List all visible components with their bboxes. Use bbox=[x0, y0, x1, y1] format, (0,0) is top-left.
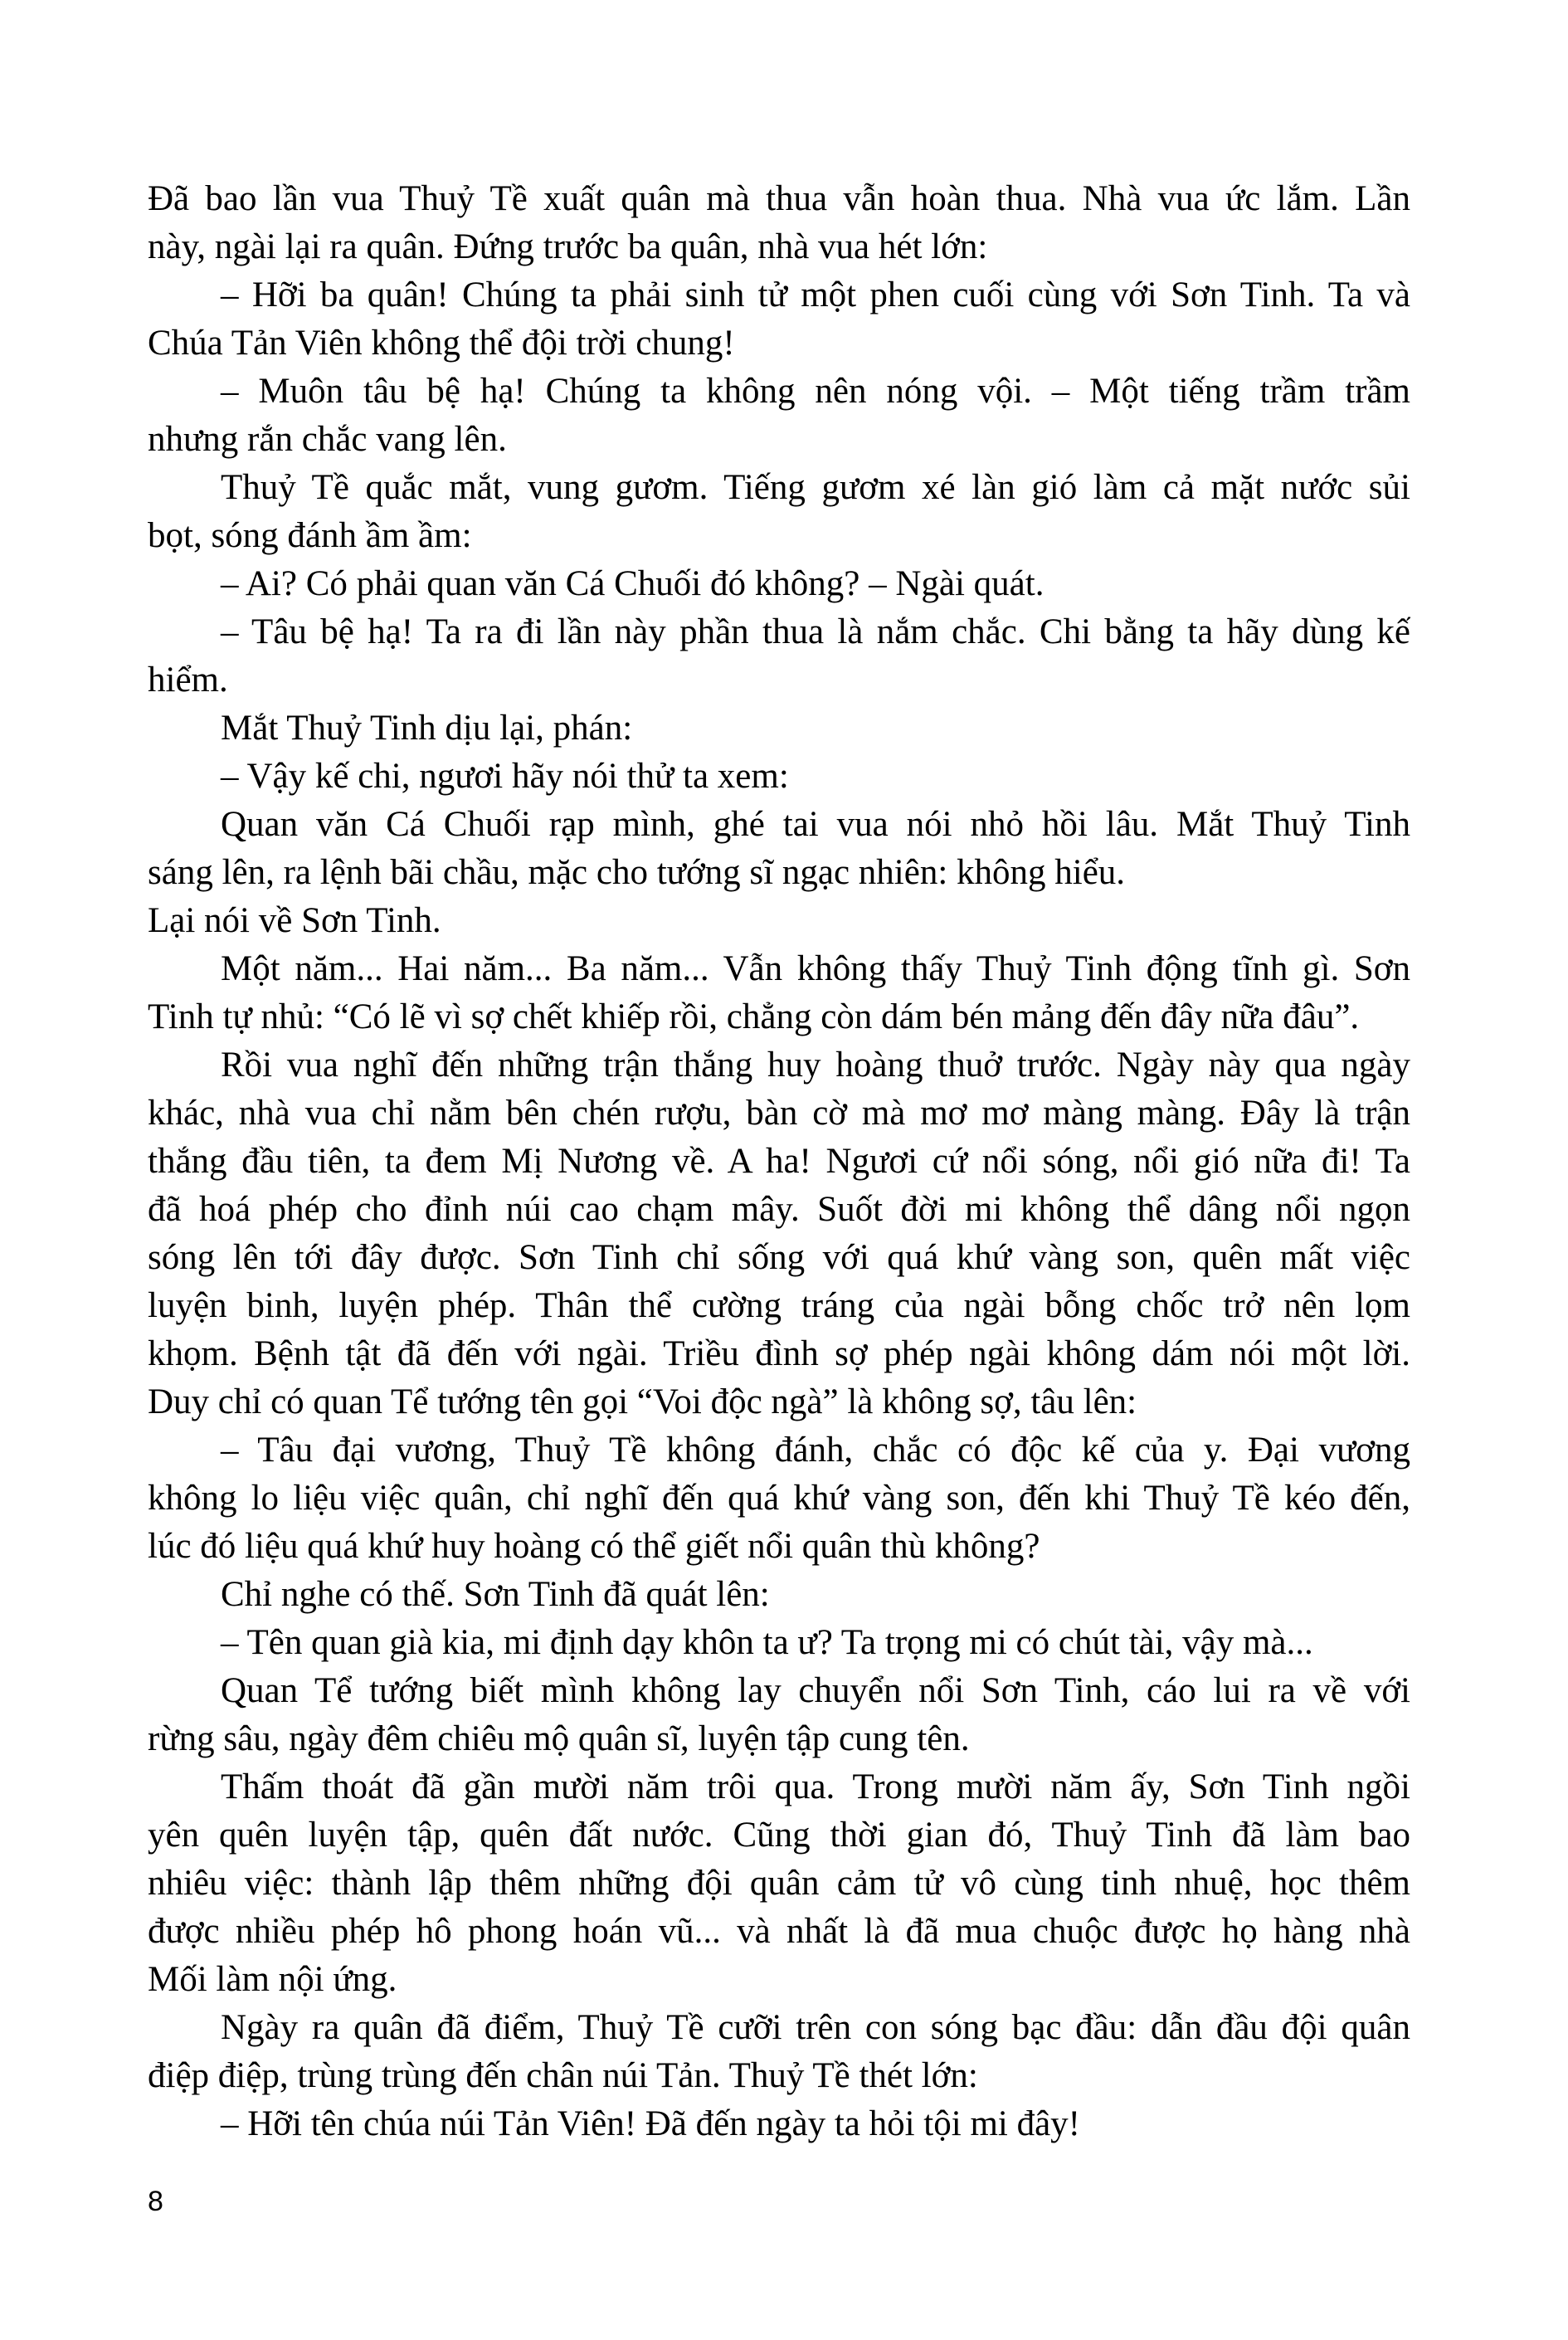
text-line: không lo liệu việc quân, chỉ nghĩ đến quá khứ vàng son, đến khi Thuỷ Tề kéo đến, bbox=[148, 1479, 1410, 1518]
text-line: khọm. Bệnh tật đã đến với ngài. Triều đình sợ phép ngài không dám nói một lời. bbox=[148, 1334, 1410, 1373]
text-line: – Tên quan già kia, mi định dạy khôn ta ư? Ta trọng mi có chút tài, vậy mà... bbox=[221, 1623, 1313, 1662]
text-line: luyện binh, luyện phép. Thân thể cường tráng của ngài bỗng chốc trở nên lọm bbox=[148, 1286, 1410, 1325]
text-line: Duy chỉ có quan Tể tướng tên gọi “Voi độc ngà” là không sợ, tâu lên: bbox=[148, 1382, 1137, 1421]
text-line: Mắt Thuỷ Tinh dịu lại, phán: bbox=[221, 709, 633, 748]
text-line: Chúa Tản Viên không thể đội trời chung! bbox=[148, 324, 735, 363]
text-line: Đã bao lần vua Thuỷ Tề xuất quân mà thua vẫn hoàn thua. Nhà vua ức lắm. Lần bbox=[148, 179, 1410, 218]
text-line: sáng lên, ra lệnh bãi chầu, mặc cho tướng sĩ ngạc nhiên: không hiểu. bbox=[148, 853, 1126, 892]
text-line: nhưng rắn chắc vang lên. bbox=[148, 420, 507, 459]
text-line: Quan Tể tướng biết mình không lay chuyển nổi Sơn Tinh, cáo lui ra về với bbox=[221, 1671, 1410, 1710]
text-line: Rồi vua nghĩ đến những trận thắng huy hoàng thuở trước. Ngày này qua ngày bbox=[221, 1046, 1410, 1085]
text-line: được nhiều phép hô phong hoán vũ... và nhất là đã mua chuộc được họ hàng nhà bbox=[148, 1912, 1410, 1951]
text-line: Tinh tự nhủ: “Có lẽ vì sợ chết khiếp rồi, chẳng còn dám bén mảng đến đây nữa đâu”. bbox=[148, 997, 1360, 1036]
text-line: – Tâu đại vương, Thuỷ Tề không đánh, chắc có độc kế của y. Đại vương bbox=[221, 1431, 1410, 1470]
text-line: điệp điệp, trùng trùng đến chân núi Tản. Thuỷ Tề thét lớn: bbox=[148, 2056, 978, 2095]
text-line: Thuỷ Tề quắc mắt, vung gươm. Tiếng gươm xé làn gió làm cả mặt nước sủi bbox=[221, 468, 1410, 507]
text-line: Ngày ra quân đã điểm, Thuỷ Tề cưỡi trên con sóng bạc đầu: dẫn đầu đội quân bbox=[221, 2008, 1410, 2047]
text-line: này, ngài lại ra quân. Đứng trước ba quân, nhà vua hét lớn: bbox=[148, 227, 988, 266]
text-line: bọt, sóng đánh ầm ầm: bbox=[148, 516, 472, 555]
text-line: nhiêu việc: thành lập thêm những đội quân cảm tử vô cùng tinh nhuệ, học thêm bbox=[148, 1864, 1410, 1903]
text-line: rừng sâu, ngày đêm chiêu mộ quân sĩ, luyện tập cung tên. bbox=[148, 1719, 970, 1758]
text-line: Chỉ nghe có thế. Sơn Tinh đã quát lên: bbox=[221, 1575, 770, 1614]
text-line: hiểm. bbox=[148, 661, 228, 700]
page-body-text bbox=[148, 175, 1410, 2148]
page-number: 8 bbox=[148, 2186, 163, 2217]
text-line: – Vậy kế chi, ngươi hãy nói thử ta xem: bbox=[221, 757, 789, 796]
text-line: Quan văn Cá Chuối rạp mình, ghé tai vua nói nhỏ hồi lâu. Mắt Thuỷ Tinh bbox=[221, 805, 1410, 844]
text-line: Mối làm nội ứng. bbox=[148, 1960, 397, 1999]
text-line: đã hoá phép cho đỉnh núi cao chạm mây. Suốt đời mi không thể dâng nổi ngọn bbox=[148, 1190, 1410, 1229]
text-line: sóng lên tới đây được. Sơn Tinh chỉ sống với quá khứ vàng son, quên mất việc bbox=[148, 1238, 1410, 1277]
text-line: khác, nhà vua chỉ nằm bên chén rượu, bàn cờ mà mơ mơ màng màng. Đây là trận bbox=[148, 1094, 1410, 1133]
text-line: – Tâu bệ hạ! Ta ra đi lần này phần thua là nắm chắc. Chi bằng ta hãy dùng kế bbox=[221, 612, 1410, 651]
text-line: lúc đó liệu quá khứ huy hoàng có thể giết nổi quân thù không? bbox=[148, 1527, 1040, 1566]
text-line: – Muôn tâu bệ hạ! Chúng ta không nên nóng vội. – Một tiếng trầm trầm bbox=[221, 372, 1410, 411]
text-line: thắng đầu tiên, ta đem Mị Nương về. A ha! Ngươi cứ nổi sóng, nổi gió nữa đi! Ta bbox=[148, 1142, 1410, 1181]
text-line: Lại nói về Sơn Tinh. bbox=[148, 901, 441, 940]
text-line: – Ai? Có phải quan văn Cá Chuối đó không? – Ngài quát. bbox=[221, 564, 1045, 603]
text-line: Thấm thoát đã gần mười năm trôi qua. Trong mười năm ấy, Sơn Tinh ngồi bbox=[221, 1767, 1410, 1806]
text-line: – Hỡi tên chúa núi Tản Viên! Đã đến ngày ta hỏi tội mi đây! bbox=[221, 2104, 1080, 2143]
text-line: Một năm... Hai năm... Ba năm... Vẫn không thấy Thuỷ Tinh động tĩnh gì. Sơn bbox=[221, 949, 1410, 988]
text-line: – Hỡi ba quân! Chúng ta phải sinh tử một phen cuối cùng với Sơn Tinh. Ta và bbox=[221, 275, 1410, 314]
text-line: yên quên luyện tập, quên đất nước. Cũng thời gian đó, Thuỷ Tinh đã làm bao bbox=[148, 1816, 1410, 1855]
